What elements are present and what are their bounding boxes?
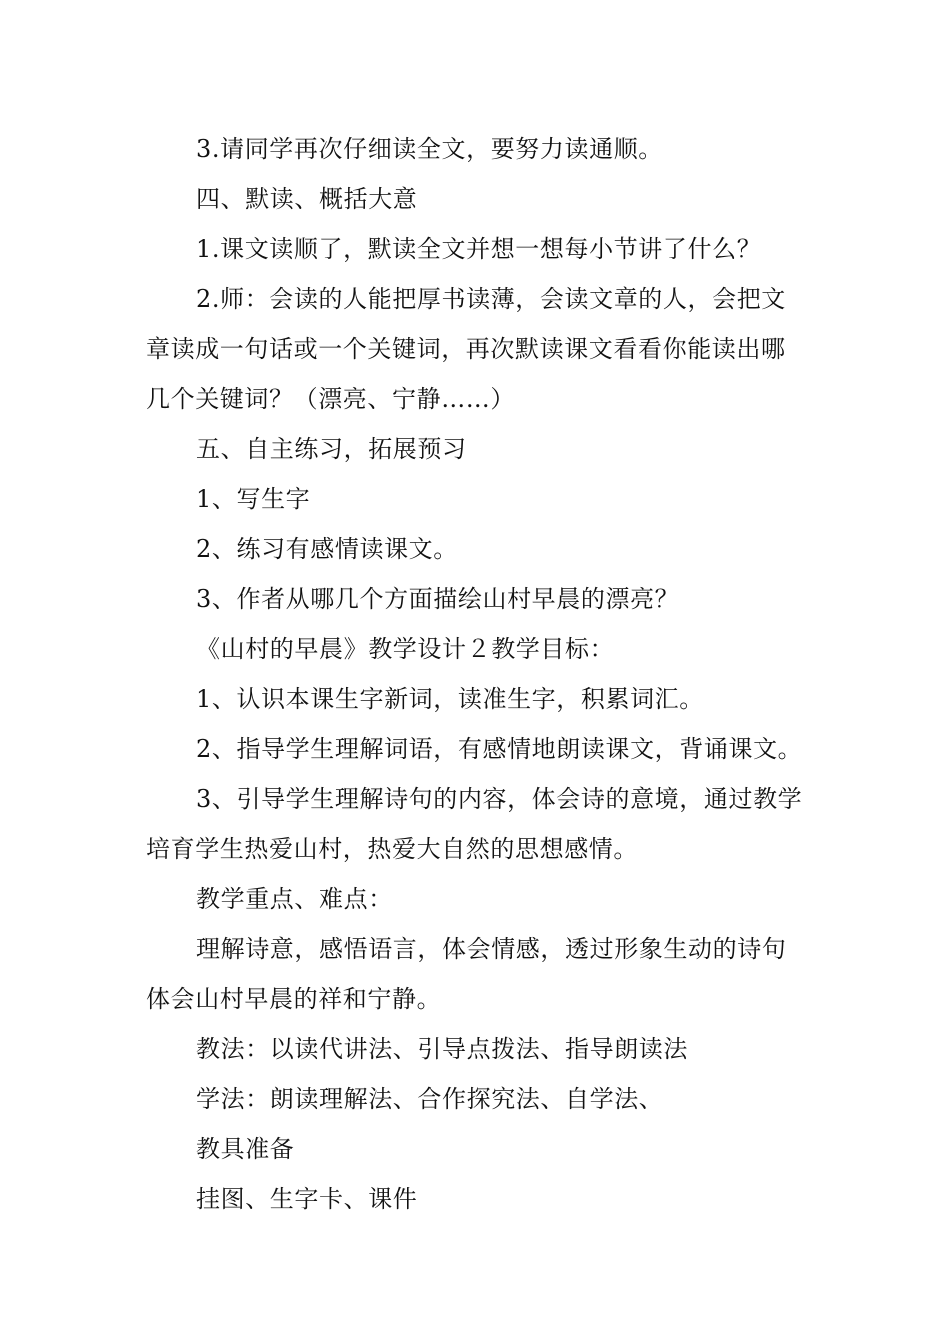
- section-heading-key-points: 教学重点、难点：: [196, 885, 393, 913]
- paragraph-step-3-reread: 3.请同学再次仔细读全文，要努力读通顺。: [196, 135, 663, 163]
- paragraph-materials-list: 挂图、生字卡、课件: [196, 1185, 418, 1213]
- paragraph-teacher-keywords: 2.师：会读的人能把厚书读薄，会读文章的人，会把文章读成一句话或一个关键词，再次默读课文看看你能读出哪几个关键词？（漂亮、宁静……）: [146, 285, 786, 413]
- paragraph-key-points: 理解诗意，感悟语言，体会情感，透过形象生动的诗句体会山村早晨的祥和宁静。: [146, 935, 787, 1013]
- list-item-author-aspects: 3、作者从哪几个方面描绘山村早晨的漂亮？: [196, 585, 680, 613]
- paragraph-silent-read-question: 1.课文读顺了，默读全文并想一想每小节讲了什么？: [196, 235, 762, 263]
- goal-item-3: 3、引导学生理解诗句的内容，体会诗的意境，通过教学培育学生热爱山村，热爱大自然的思想感情。: [146, 785, 803, 863]
- paragraph-teaching-methods: 教法：以读代讲法、引导点拨法、指导朗读法: [196, 1035, 688, 1063]
- section-heading-materials: 教具准备: [196, 1135, 295, 1163]
- document-body: [146, 124, 808, 1224]
- goal-item-1: 1、认识本课生字新词，读准生字，积累词汇。: [196, 685, 704, 713]
- goal-item-2: 2、指导学生理解词语，有感情地朗读课文，背诵课文。: [196, 735, 803, 763]
- paragraph-learning-methods: 学法：朗读理解法、合作探究法、自学法、: [196, 1085, 664, 1113]
- section-heading-practice: 五、自主练习，拓展预习: [196, 435, 467, 463]
- section-heading-design-2-goals: 《山村的早晨》教学设计２教学目标：: [196, 635, 615, 663]
- list-item-read-with-emotion: 2、练习有感情读课文。: [196, 535, 458, 563]
- section-heading-silent-reading: 四、默读、概括大意: [196, 185, 418, 213]
- list-item-write-characters: 1、写生字: [196, 485, 311, 513]
